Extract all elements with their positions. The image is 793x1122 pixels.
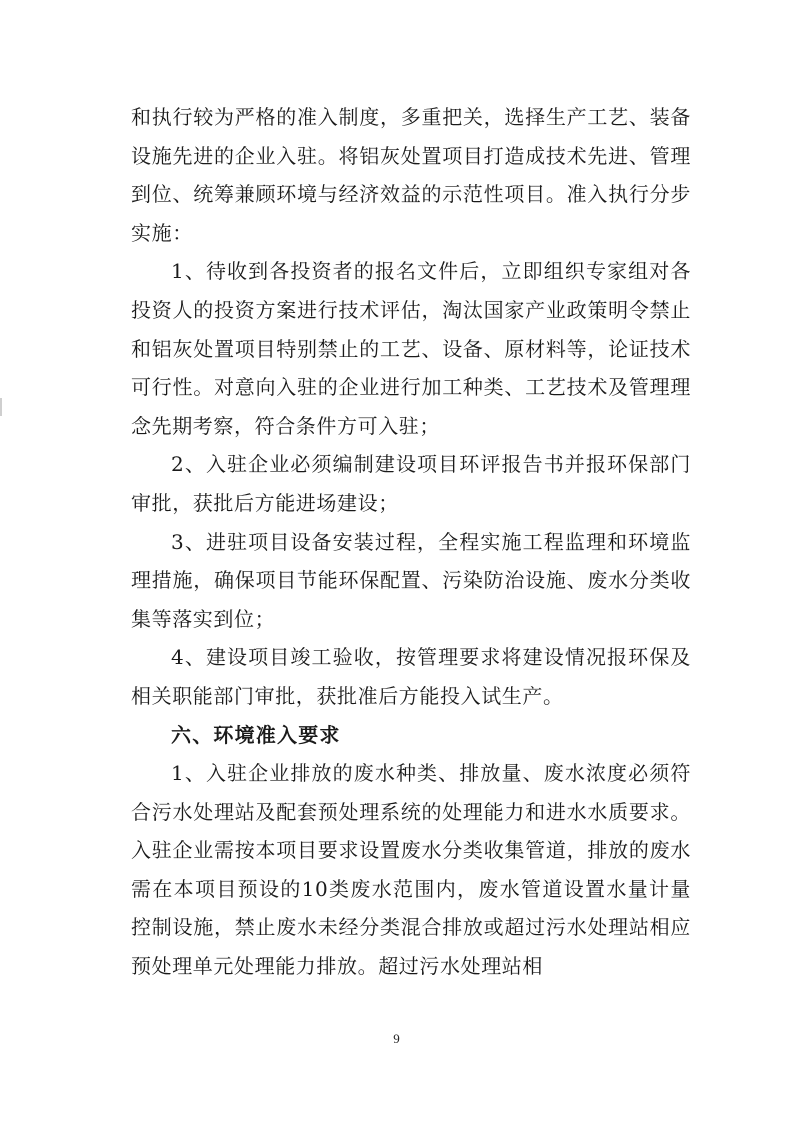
document-body bbox=[131, 98, 691, 986]
section-heading: 六、环境准入要求 bbox=[171, 722, 341, 747]
paragraph-item-3: 3、进驻项目设备安装过程，全程实施工程监理和环境监理措施，确保项目节能环保配置、污染防治设施、废水分类收集等落实到位； bbox=[131, 529, 691, 631]
scan-artifact bbox=[0, 398, 2, 416]
paragraph-item-2: 2、入驻企业必须编制建设项目环评报告书并报环保部门审批，获批后方能进场建设； bbox=[131, 452, 691, 515]
page-number: 9 bbox=[393, 1031, 400, 1046]
paragraph-continuation: 和执行较为严格的准入制度，多重把关，选择生产工艺、装备设施先进的企业入驻。将铝灰处置项目打造成技术先进、管理到位、统筹兼顾环境与经济效益的示范性项目。准入执行分步实施： bbox=[131, 105, 691, 245]
paragraph-env-item-1: 1、入驻企业排放的废水种类、排放量、废水浓度必须符合污水处理站及配套预处理系统的处理能力和进水水质要求。入驻企业需按本项目要求设置废水分类收集管道，排放的废水需在本项目预设的10类废水范围内，废水管道设置水量计量控制设施，禁止废水未经分类混合排放或超过污水处理站相应预处理单元处理能力排放。超过污水处理站相 bbox=[131, 761, 691, 979]
paragraph-item-4: 4、建设项目竣工验收，按管理要求将建设情况报环保及相关职能部门审批，获批准后方能投入试生产。 bbox=[131, 645, 691, 708]
paragraph-item-1: 1、待收到各投资者的报名文件后，立即组织专家组对各投资人的投资方案进行技术评估，淘汰国家产业政策明令禁止和铝灰处置项目特别禁止的工艺、设备、原材料等，论证技术可行性。对意向入驻的企业进行加工种类、工艺技术及管理理念先期考察，符合条件方可入驻； bbox=[131, 259, 691, 438]
